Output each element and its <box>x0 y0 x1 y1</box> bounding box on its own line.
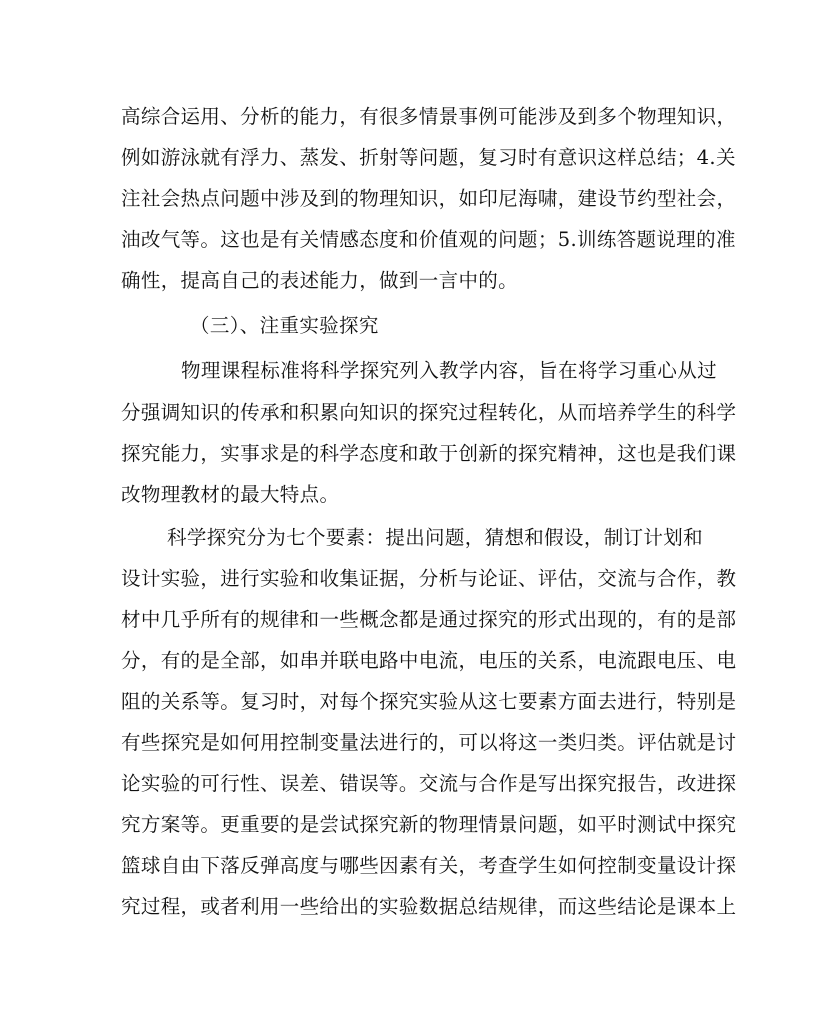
paragraph-3-line-8: 究方案等。更重要的是尝试探究新的物理情景问题，如平时测试中探究 <box>121 813 737 836</box>
paragraph-1-line-5: 确性，提高自己的表述能力，做到一言中的。 <box>121 269 519 292</box>
paragraph-3-line-2: 设计实验，进行实验和收集证据，分析与论证、评估，交流与合作，教 <box>121 567 737 590</box>
paragraph-2-line-3: 探究能力，实事求是的科学态度和敢于创新的探究精神，这也是我们课 <box>121 442 737 465</box>
paragraph-2-line-1: 物理课程标准将科学探究列入教学内容，旨在将学习重心从过 <box>181 359 717 382</box>
paragraph-2-line-2: 分强调知识的传承和积累向知识的探究过程转化，从而培养学生的科学 <box>121 401 737 424</box>
paragraph-3-line-3: 材中几乎所有的规律和一些概念都是通过探究的形式出现的，有的是部 <box>121 608 737 631</box>
paragraph-3-line-5: 阻的关系等。复习时，对每个探究实验从这七要素方面去进行，特别是 <box>121 690 737 713</box>
paragraph-3-line-10: 究过程，或者利用一些给出的实验数据总结规律，而这些结论是课本上 <box>121 895 737 918</box>
section-heading: （三）、注重实验探究 <box>190 314 379 337</box>
paragraph-3-line-9: 篮球自由下落反弹高度与哪些因素有关，考查学生如何控制变量设计探 <box>121 854 737 877</box>
paragraph-2-line-4: 改物理教材的最大特点。 <box>121 483 340 506</box>
paragraph-1-line-1: 高综合运用、分析的能力，有很多情景事例可能涉及到多个物理知识， <box>121 105 737 128</box>
paragraph-3-line-7: 论实验的可行性、误差、错误等。交流与合作是写出探究报告，改进探 <box>121 772 737 795</box>
paragraph-3-line-6: 有些探究是如何用控制变量法进行的，可以将这一类归类。评估就是讨 <box>121 731 737 754</box>
paragraph-3-line-1: 科学探究分为七个要素：提出问题，猜想和假设，制订计划和 <box>167 526 703 549</box>
paragraph-3-line-4: 分，有的是全部，如串并联电路中电流，电压的关系，电流跟电压、电 <box>121 649 737 672</box>
paragraph-1-line-3: 注社会热点问题中涉及到的物理知识，如印尼海啸，建设节约型社会， <box>121 187 737 210</box>
paragraph-1-line-2: 例如游泳就有浮力、蒸发、折射等问题，复习时有意识这样总结；4.关 <box>121 146 736 169</box>
paragraph-1-line-4: 油改气等。这也是有关情感态度和价值观的问题；5.训练答题说理的准 <box>121 228 736 251</box>
